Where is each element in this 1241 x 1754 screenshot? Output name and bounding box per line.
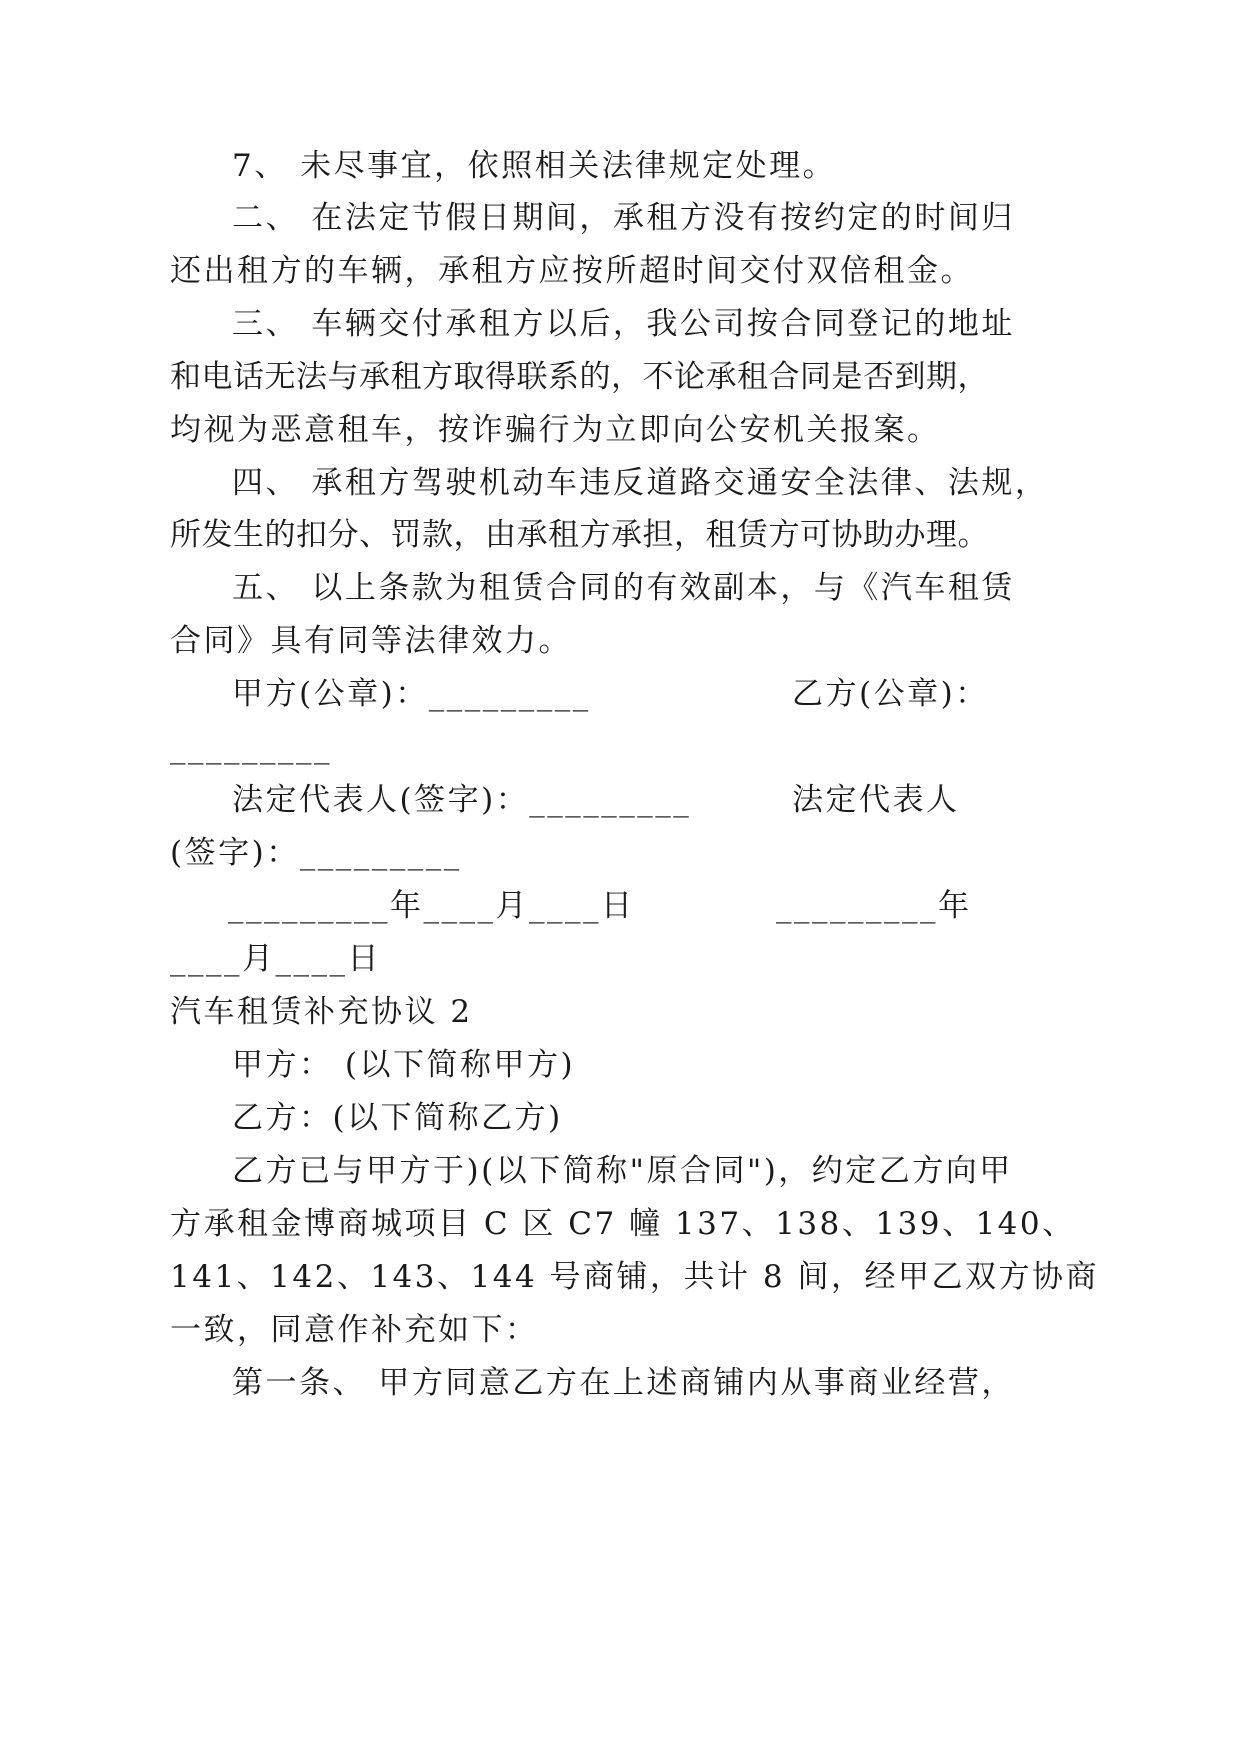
- preamble-line-2: 方承租金博商城项目 C 区 C7 幢 137、138、139、140、: [170, 1206, 1076, 1242]
- party-b-seal-blank: _________: [170, 729, 332, 765]
- party-b-date-year: _________年: [776, 888, 972, 924]
- party-b-date-month-day: ____月____日: [170, 941, 381, 977]
- clause-4-line-2: 所发生的扣分、罚款，由承租方承担，租赁方可协助办理。: [170, 517, 989, 553]
- party-a-seal-line: 甲方(公章)：_________: [232, 676, 591, 712]
- clause-3-line-2: 和电话无法与承租方取得联系的，不论承租合同是否到期，: [170, 359, 989, 395]
- preamble-line-3: 141、142、143、144 号商铺，共计 8 间，经甲乙双方协商: [170, 1259, 1099, 1295]
- clause-4-line-1: 四、 承租方驾驶机动车违反道路交通安全法律、法规，: [232, 465, 1049, 501]
- party-a-intro: 甲方： (以下简称甲方): [232, 1047, 576, 1083]
- party-a-representative-line: 法定代表人(签字)：_________: [232, 782, 692, 818]
- agreement-2-title: 汽车租赁补充协议 2: [170, 994, 473, 1030]
- clause-2-line-2: 还出租方的车辆，承租方应按所超时间交付双倍租金。: [170, 253, 974, 289]
- clause-2-line-1: 二、 在法定节假日期间，承租方没有按约定的时间归: [232, 200, 1015, 236]
- clause-7-text: 7、 未尽事宜，依照相关法律规定处理。: [232, 148, 837, 184]
- clause-3-line-3: 均视为恶意租车，按诈骗行为立即向公安机关报案。: [170, 412, 941, 448]
- clause-5-line-1: 五、 以上条款为租赁合同的有效副本，与《汽车租赁: [232, 570, 1015, 606]
- party-b-signature-line: (签字)：_________: [170, 835, 462, 871]
- preamble-line-1: 乙方已与甲方于)(以下简称"原合同")，约定乙方向甲: [232, 1153, 1013, 1189]
- party-b-seal-label: 乙方(公章)：: [792, 676, 989, 712]
- clause-5-line-2: 合同》具有同等法律效力。: [170, 623, 572, 659]
- preamble-line-4: 一致，同意作补充如下：: [170, 1312, 539, 1348]
- party-b-intro: 乙方：(以下简称乙方): [232, 1100, 563, 1136]
- party-b-representative-label: 法定代表人: [792, 782, 960, 818]
- party-a-date-line: _________年____月____日: [228, 888, 635, 924]
- article-1-line-1: 第一条、 甲方同意乙方在上述商铺内从事商业经营，: [232, 1365, 1015, 1401]
- clause-3-line-1: 三、 车辆交付承租方以后，我公司按合同登记的地址: [232, 306, 1015, 342]
